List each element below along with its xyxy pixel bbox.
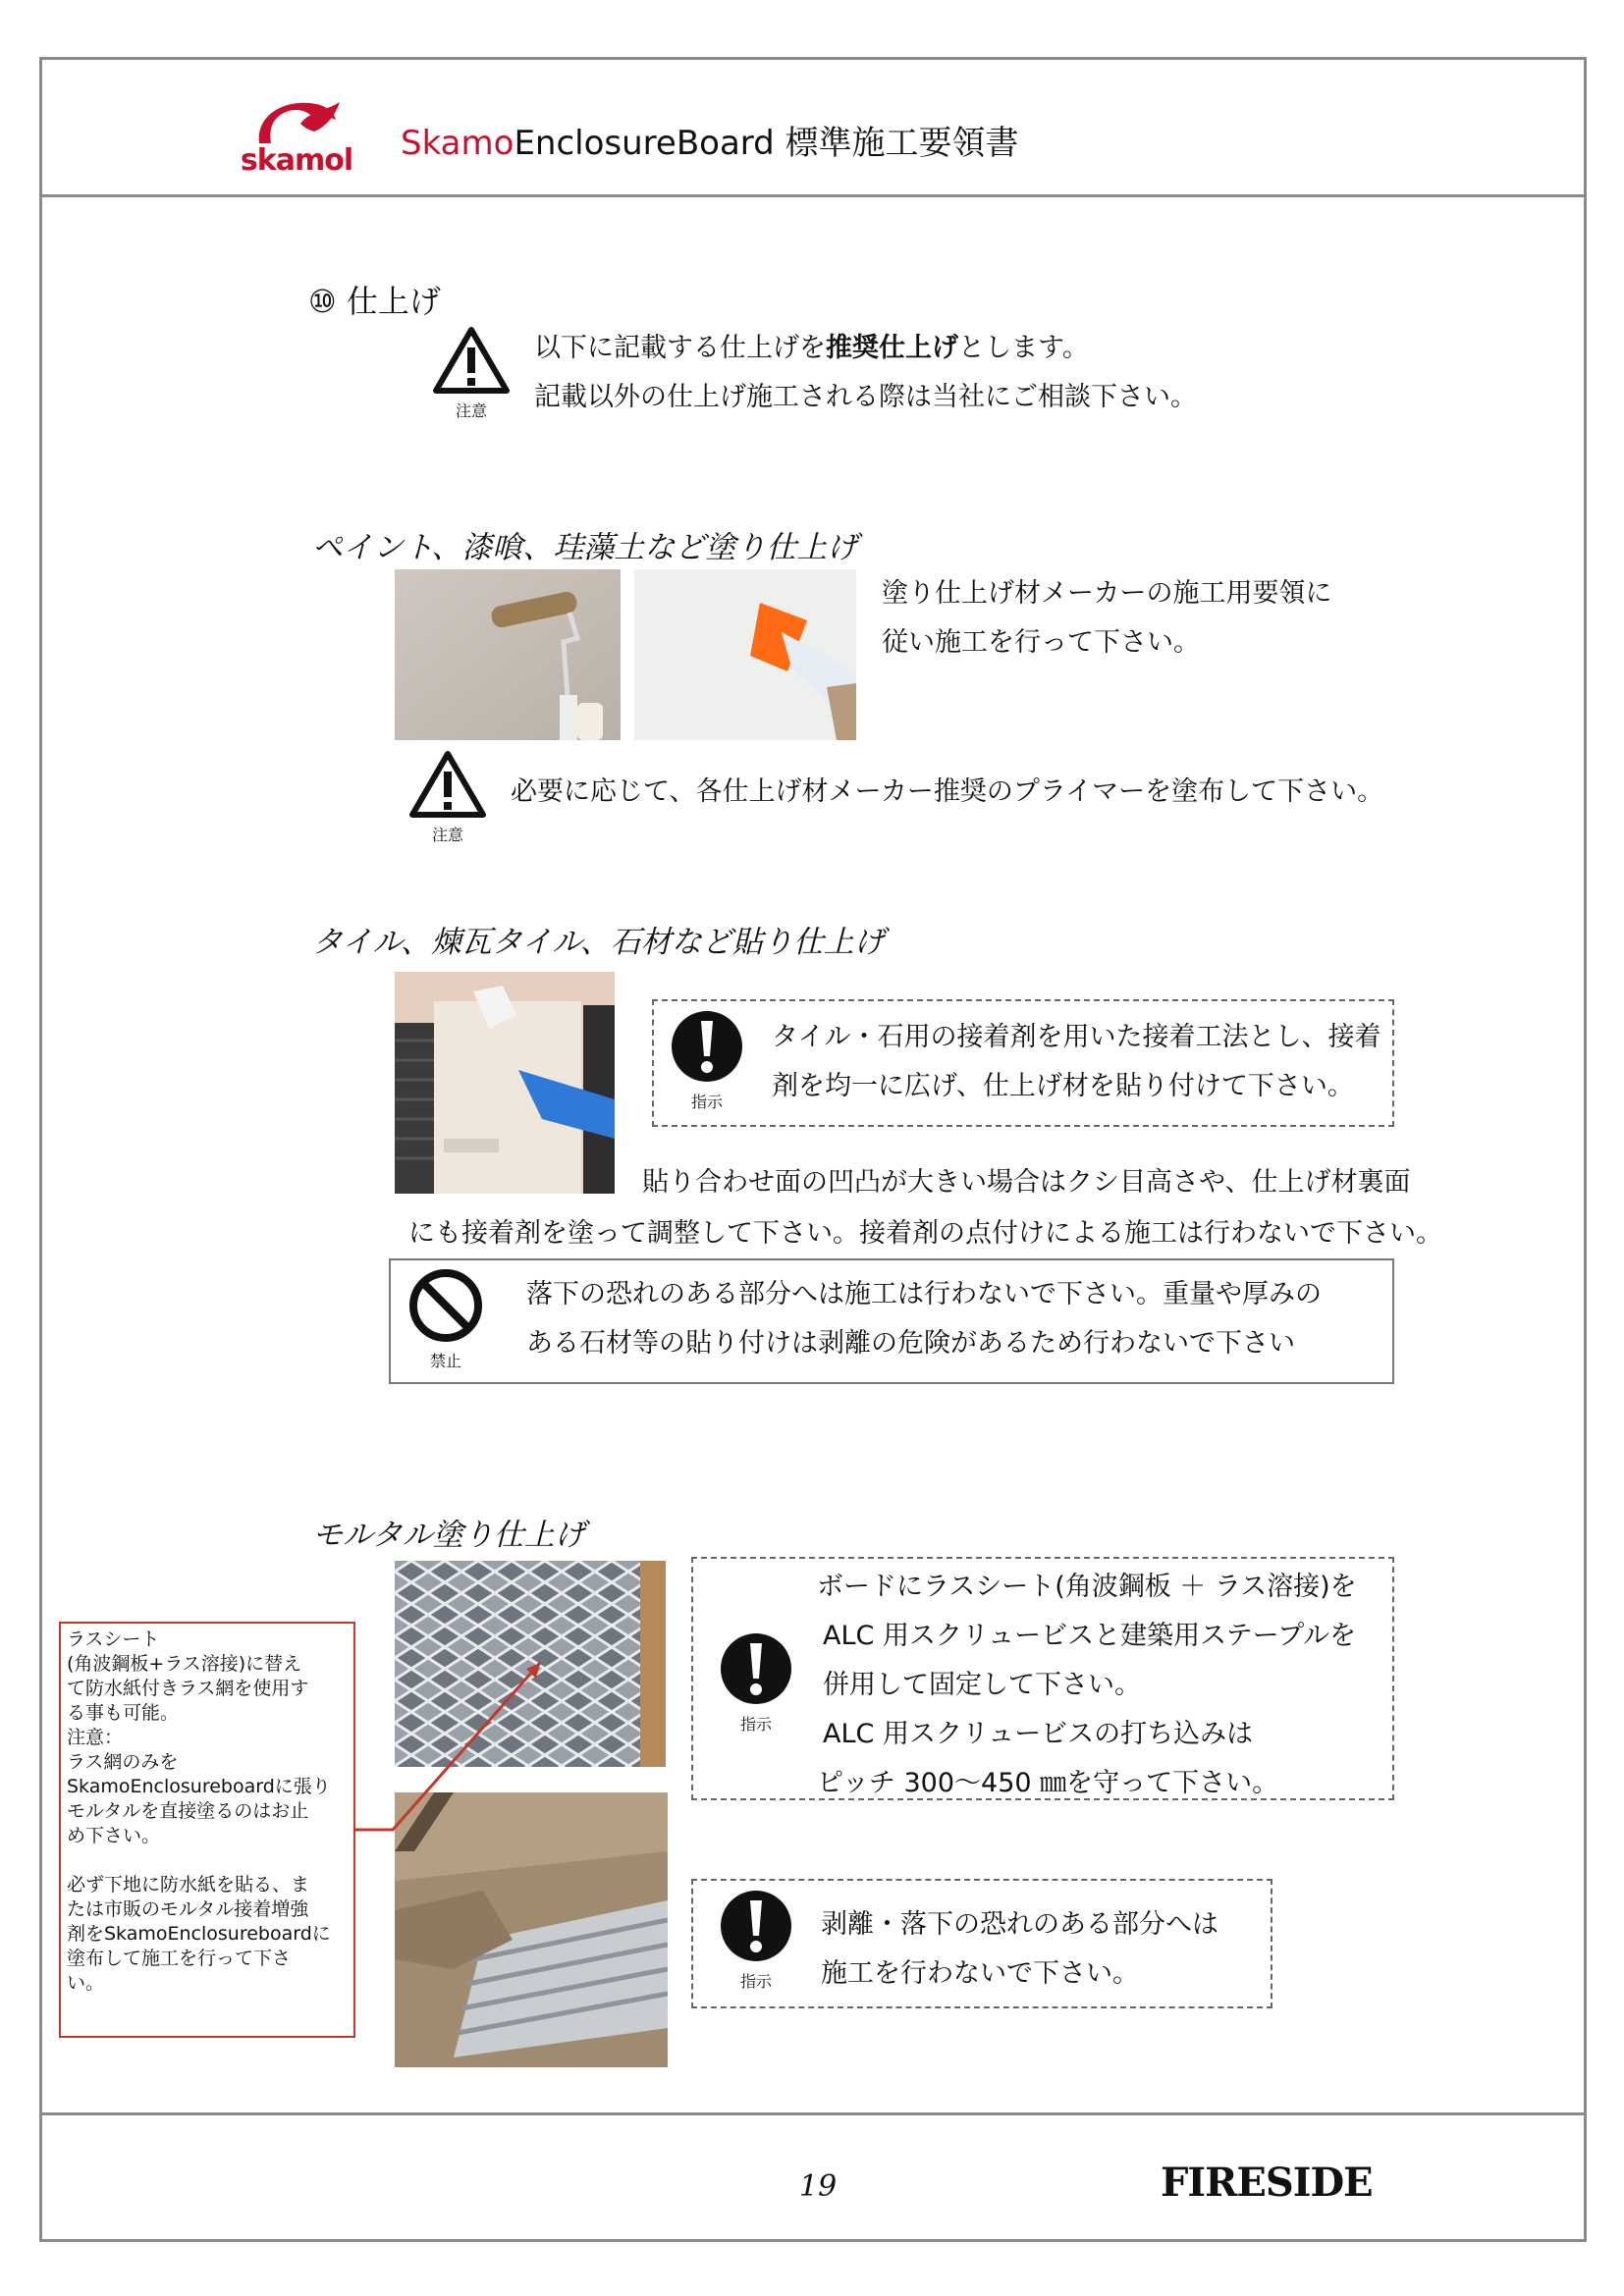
- warning-icon: [408, 750, 487, 819]
- paint-heading: ペイント、漆喰、珪藻土など塗り仕上げ: [312, 530, 858, 565]
- prohibit-label: 禁止: [429, 1352, 461, 1370]
- note-line: モルタルを直接塗るのはお止: [67, 1800, 309, 1822]
- roller-photo: [395, 569, 621, 740]
- prohibit-line-2: ある石材等の貼り付けは剥離の危険があるため行わないで下さい: [526, 1328, 1295, 1359]
- warning-icon: [432, 326, 511, 395]
- mortar-instruction-icon-block-2: [717, 1887, 795, 1997]
- mortar-instruction-line-1: ボードにラスシート(角波鋼板 ＋ ラス溶接)を: [817, 1572, 1357, 1602]
- note-line: 剤をSkamoEnclosureboardに: [67, 1923, 331, 1945]
- fireside-logo: FIRESIDE: [1161, 2160, 1373, 2206]
- mortar-instruction-line-5: ピッチ 300～450 ㎜を守って下さい。: [817, 1768, 1279, 1798]
- mortar-instruction-label-2: 指示: [739, 1972, 772, 1991]
- tile-heading: タイル、煉瓦タイル、石材など貼り仕上げ: [312, 925, 885, 960]
- note-line: SkamoEnclosureboardに張り: [67, 1776, 331, 1797]
- prohibit-line-1: 落下の恐れのある部分へは施工は行わないで下さい。重量や厚みの: [526, 1279, 1322, 1309]
- note-line: たは市販のモルタル接着増強: [67, 1898, 309, 1920]
- note-line: め下さい。: [67, 1825, 161, 1846]
- skamol-logo: [238, 94, 355, 177]
- mortar-instruction-label-1: 指示: [739, 1715, 772, 1734]
- lath-alternative-note: [59, 1622, 355, 2038]
- mortar-instruction-line-3: 併用して固定して下さい。: [823, 1670, 1141, 1700]
- title-rest: EnclosureBoard 標準施工要領書: [514, 124, 1019, 163]
- paint-caution-label: 注意: [431, 826, 463, 844]
- note-line: 注意：: [67, 1727, 124, 1748]
- exclamation-circle-icon: [717, 1887, 795, 1965]
- trowel-photo: [634, 569, 856, 740]
- note-line: ラスシート: [67, 1629, 160, 1650]
- logo-text: skamol: [240, 143, 353, 178]
- paint-caution-block: [408, 750, 487, 852]
- tile-instruction-line-2: 剤を均一に広げ、仕上げ材を貼り付けて下さい。: [772, 1071, 1354, 1101]
- note-line: る事も可能。: [67, 1702, 180, 1724]
- footer-divider: [39, 2112, 1587, 2115]
- caution-block: [432, 326, 511, 428]
- paint-text-2: 従い施工を行って下さい。: [882, 627, 1200, 658]
- exclamation-circle-icon: [668, 1007, 746, 1086]
- note-line: 必ず下地に防水紙を貼る、ま: [67, 1874, 310, 1896]
- page-number: 19: [799, 2169, 838, 2204]
- recommended-finish: 推奨仕上げ: [826, 333, 958, 363]
- mortar-instruction-2-line-2: 施工を行わないで下さい。: [821, 1958, 1139, 1989]
- prohibit-icon-block: [406, 1266, 485, 1376]
- note-line: (角波鋼板+ラス溶接)に替え: [67, 1653, 302, 1675]
- tile-instruction-icon-block: [668, 1007, 746, 1115]
- tile-instruction-label: 指示: [690, 1093, 723, 1111]
- caution-label: 注意: [455, 401, 487, 420]
- mortar-instruction-icon-block-1: [717, 1629, 795, 1737]
- note-line: い。: [67, 1972, 105, 1994]
- intro-line-2: 記載以外の仕上げ施工される際は当社にご相談下さい。: [534, 382, 1197, 412]
- mortar-heading: モルタル塗り仕上げ: [312, 1518, 585, 1553]
- mortar-instruction-2-line-1: 剥離・落下の恐れのある部分へは: [821, 1909, 1218, 1940]
- exclamation-circle-icon: [717, 1629, 795, 1708]
- note-arrow-icon: [353, 1649, 569, 1845]
- paint-caution-text: 必要に応じて、各仕上げ材メーカー推奨のプライマーを塗布して下さい。: [511, 776, 1384, 807]
- mortar-instruction-line-2: ALC 用スクリュービスと建築用ステープルを: [823, 1621, 1357, 1651]
- prohibited-icon: [406, 1266, 485, 1345]
- document-title: [401, 116, 1019, 164]
- header-divider: [39, 194, 1587, 197]
- mortar-instruction-line-4: ALC 用スクリュービスの打ち込みは: [823, 1719, 1254, 1749]
- note-line: [67, 1848, 348, 1873]
- paint-text-1: 塗り仕上げ材メーカーの施工用要領に: [882, 578, 1332, 609]
- note-line: ラス網のみを: [67, 1751, 179, 1773]
- section-heading: ⑩ 仕上げ: [308, 283, 441, 320]
- note-line: 塗布して施工を行って下さ: [67, 1948, 292, 1969]
- tile-photo: [395, 972, 615, 1194]
- intro-line-1: 以下に記載する仕上げを推奨仕上げとします。: [534, 333, 1089, 363]
- tile-body-line-2: にも接着剤を塗って調整して下さい。接着剤の点付けによる施工は行わないで下さい。: [408, 1218, 1442, 1249]
- note-line: て防水紙付きラス網を使用す: [67, 1678, 309, 1699]
- tile-instruction-line-1: タイル・石用の接着剤を用いた接着工法とし、接着: [772, 1022, 1381, 1052]
- tile-body-line-1: 貼り合わせ面の凹凸が大きい場合はクシ目高さや、仕上げ材裏面: [642, 1167, 1411, 1198]
- title-brand: Skamo: [401, 124, 514, 163]
